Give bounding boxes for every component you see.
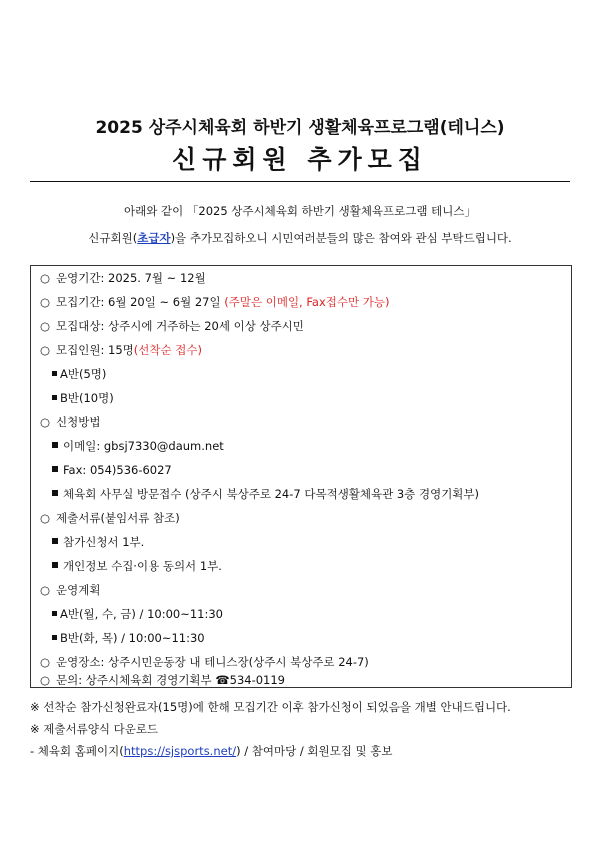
documents-text: 제출서류(붙임서류 참조) (56, 511, 180, 525)
item-period (40, 270, 206, 286)
apply-method-text: 신청방법 (56, 415, 101, 429)
square-bullet-icon (52, 611, 57, 616)
item-fax (52, 462, 172, 478)
item-contact (40, 672, 285, 688)
circle-bullet-icon: ○ (40, 673, 51, 687)
beginner-highlight: 초급자 (137, 231, 171, 245)
notice-title: 2025 상주시체육회 하반기 생활체육프로그램(테니스) (95, 118, 505, 138)
square-bullet-icon (52, 635, 57, 640)
circle-bullet-icon: ○ (40, 511, 51, 525)
item-plan-a (52, 606, 223, 622)
plan-a-text: A반(월, 수, 금) / 10:00~11:30 (60, 607, 224, 621)
circle-bullet-icon: ○ (40, 271, 51, 285)
target-text: 모집대상: 상주시에 거주하는 20세 이상 상주시민 (56, 319, 304, 333)
title-divider (30, 181, 570, 182)
square-bullet-icon (52, 371, 57, 376)
plan-text: 운영계획 (56, 583, 101, 597)
square-bullet-icon (52, 538, 58, 544)
item-documents (40, 510, 180, 526)
square-bullet-icon (52, 490, 58, 496)
intro-line-1: 아래와 같이 「2025 상주시체육회 하반기 생활체육프로그램 테니스」 (124, 204, 476, 218)
recruit-period-note: (주말은 이메일, Fax접수만 가능) (224, 295, 390, 309)
homepage-prefix: - 체육회 홈페이지( (30, 744, 124, 758)
notice-headline: 신규회원 추가모집 (172, 145, 428, 174)
recruit-period-text: 모집기간: 6월 20일 ~ 6월 27일 (56, 295, 221, 309)
circle-bullet-icon: ○ (40, 319, 51, 333)
square-bullet-icon (52, 562, 58, 568)
doc-1-text: 참가신청서 1부. (63, 535, 145, 549)
note-homepage (30, 743, 392, 759)
class-a-text: A반(5명) (60, 367, 107, 381)
venue-text: 운영장소: 상주시민운동장 내 테니스장(상주시 북상주로 24-7) (56, 655, 369, 669)
email-text: 이메일: gbsj7330@daum.net (63, 439, 224, 453)
circle-bullet-icon: ○ (40, 415, 51, 429)
plan-b-text: B반(화, 목) / 10:00~11:30 (60, 631, 205, 645)
square-bullet-icon (52, 395, 57, 400)
item-venue (40, 654, 369, 670)
intro-line-2 (0, 230, 600, 246)
item-doc-2 (52, 558, 222, 574)
visit-text: 체육회 사무실 방문접수 (상주시 북상주로 24-7 다목적생활체육관 3층 경영기획부) (63, 487, 480, 501)
square-bullet-icon (52, 466, 58, 472)
item-headcount (40, 342, 202, 358)
note-first-come: ※ 선착순 참가신청완료자(15명)에 한해 모집기간 이후 참가신청이 되었음을 개별 안내드립니다. (30, 700, 511, 714)
note-download: ※ 제출서류양식 다운로드 (30, 722, 159, 736)
homepage-link[interactable]: https://sjsports.net/ (123, 744, 237, 758)
circle-bullet-icon: ○ (40, 655, 51, 669)
item-target (40, 318, 304, 334)
class-b-text: B반(10명) (60, 391, 114, 405)
circle-bullet-icon: ○ (40, 343, 51, 357)
period-text: 운영기간: 2025. 7월 ~ 12월 (56, 271, 206, 285)
item-plan-b (52, 630, 205, 646)
headcount-note: (선착순 접수) (133, 343, 202, 357)
circle-bullet-icon: ○ (40, 583, 51, 597)
item-plan (40, 582, 100, 598)
item-email (52, 438, 224, 454)
intro-prefix: 신규회원( (88, 231, 138, 245)
doc-2-text: 개인정보 수집·이용 동의서 1부. (63, 559, 222, 573)
contact-text: 문의: 상주시체육회 경영기획부 ☎534-0119 (56, 673, 285, 687)
item-class-b (52, 390, 114, 406)
intro-suffix: )을 추가모집하오니 시민여러분들의 많은 참여와 관심 부탁드립니다. (170, 231, 512, 245)
fax-text: Fax: 054)536-6027 (63, 463, 172, 477)
circle-bullet-icon: ○ (40, 295, 51, 309)
item-visit (52, 486, 479, 502)
headcount-text: 모집인원: 15명 (56, 343, 134, 357)
item-apply-method (40, 414, 100, 430)
square-bullet-icon (52, 442, 58, 448)
item-recruit-period (40, 294, 389, 310)
homepage-suffix: ) / 참여마당 / 회원모집 및 홍보 (236, 744, 393, 758)
item-class-a (52, 366, 106, 382)
item-doc-1 (52, 534, 144, 550)
